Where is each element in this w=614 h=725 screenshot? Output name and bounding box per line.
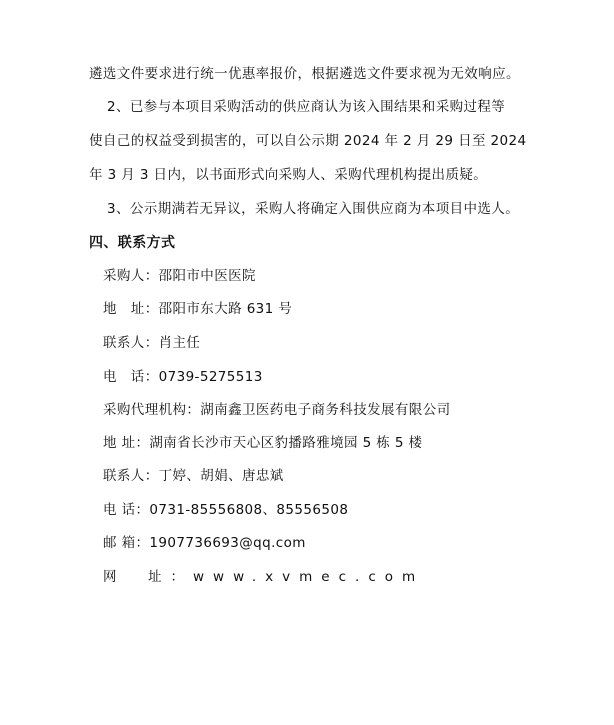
paragraph-line-1: 遴选文件要求进行统一优惠率报价，根据遴选文件要求视为无效响应。 [89,66,520,82]
paragraph-line-3: 使自己的权益受到损害的，可以自公示期 2024 年 2 月 29 日至 2024 [89,133,527,149]
paragraph-line-5: 3、公示期满若无异议，采购人将确定入围供应商为本项目中选人。 [107,201,520,217]
section-heading: 四、联系方式 [89,235,176,251]
purchaser-address: 地 址：邵阳市东大路 631 号 [103,301,293,317]
agency-email: 邮 箱：1907736693@qq.com [103,535,306,551]
paragraph-line-4: 年 3 月 3 日内，以书面形式向采购人、采购代理机构提出质疑。 [89,167,488,183]
purchaser-name: 采购人：邵阳市中医医院 [103,268,256,284]
purchaser-contact: 联系人：肖主任 [103,335,201,351]
agency-website: 网 址：www.xvmec.com [103,569,425,585]
agency-contact: 联系人：丁婷、胡娟、唐忠斌 [103,468,284,484]
agency-phone: 电 话：0731-85556808、85556508 [103,502,349,518]
paragraph-line-2: 2、已参与本项目采购活动的供应商认为该入围结果和采购过程等 [107,99,506,115]
agency-address: 地 址：湖南省长沙市天心区豹播路雅境园 5 栋 5 楼 [103,435,423,451]
purchaser-phone: 电 话：0739-5275513 [103,369,263,385]
agency-name: 采购代理机构：湖南鑫卫医药电子商务科技发展有限公司 [103,402,451,418]
